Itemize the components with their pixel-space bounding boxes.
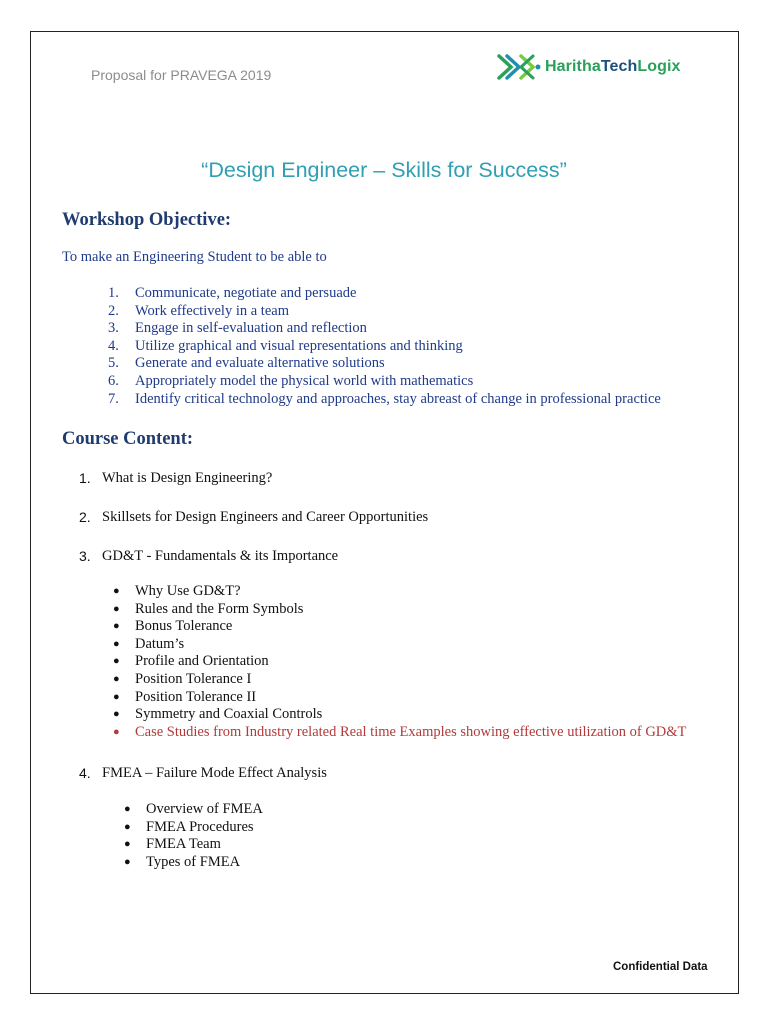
logo-mark-icon — [497, 52, 541, 82]
list-item: ● FMEA Procedures — [124, 818, 254, 835]
list-item: ● Why Use GD&T? — [113, 583, 241, 599]
list-item: ● Types of FMEA — [124, 853, 241, 870]
list-item: ● Overview of FMEA — [124, 801, 263, 817]
course-heading: Course Content: — [62, 429, 194, 449]
company-logo — [497, 52, 681, 82]
gdt-bullet-list — [113, 583, 686, 741]
list-item: ● Rules and the Form Symbols — [113, 600, 304, 617]
list-item-highlight: ● Case Studies from Industry related Real time Examples showing effective utilization of GD&T — [113, 723, 687, 740]
list-item: ● Profile and Orientation — [113, 653, 269, 670]
fmea-bullet-list — [124, 801, 263, 871]
document-title: “Design Engineer – Skills for Success” — [201, 158, 567, 182]
objective-heading: Workshop Objective: — [62, 210, 232, 230]
list-item: ● Position Tolerance II — [113, 688, 257, 705]
list-item: ● Datum’s — [113, 635, 185, 652]
list-item: ● Bonus Tolerance — [113, 618, 233, 635]
course-item: 2. Skillsets for Design Engineers and Career Opportunities — [79, 509, 429, 525]
footer-confidential: Confidential Data — [613, 961, 708, 973]
objective-list — [108, 285, 661, 408]
course-item: 1. What is Design Engineering? — [79, 470, 273, 486]
list-item: ● Symmetry and Coaxial Controls — [113, 706, 323, 723]
list-item: ● FMEA Team — [124, 836, 221, 853]
course-item: 4. FMEA – Failure Mode Effect Analysis — [79, 765, 327, 781]
list-item: ● Position Tolerance I — [113, 670, 252, 687]
course-item: 3. GD&T - Fundamentals & its Importance — [79, 548, 339, 564]
header-proposal: Proposal for PRAVEGA 2019 — [91, 67, 272, 83]
list-item: 7. Identify critical technology and approaches, stay abreast of change in professional practice — [108, 390, 661, 407]
list-item: 4. Utilize graphical and visual representations and thinking — [108, 337, 463, 354]
objective-intro: To make an Engineering Student to be able to — [62, 249, 327, 265]
list-item: 5. Generate and evaluate alternative solutions — [108, 355, 385, 372]
list-item: 3. Engage in self-evaluation and reflection — [108, 320, 367, 337]
logo-text: HarithaTechLogix — [545, 58, 681, 75]
list-item: 2. Work effectively in a team — [108, 302, 289, 319]
list-item: 1. Communicate, negotiate and persuade — [108, 285, 357, 301]
list-item: 6. Appropriately model the physical world with mathematics — [108, 372, 474, 389]
